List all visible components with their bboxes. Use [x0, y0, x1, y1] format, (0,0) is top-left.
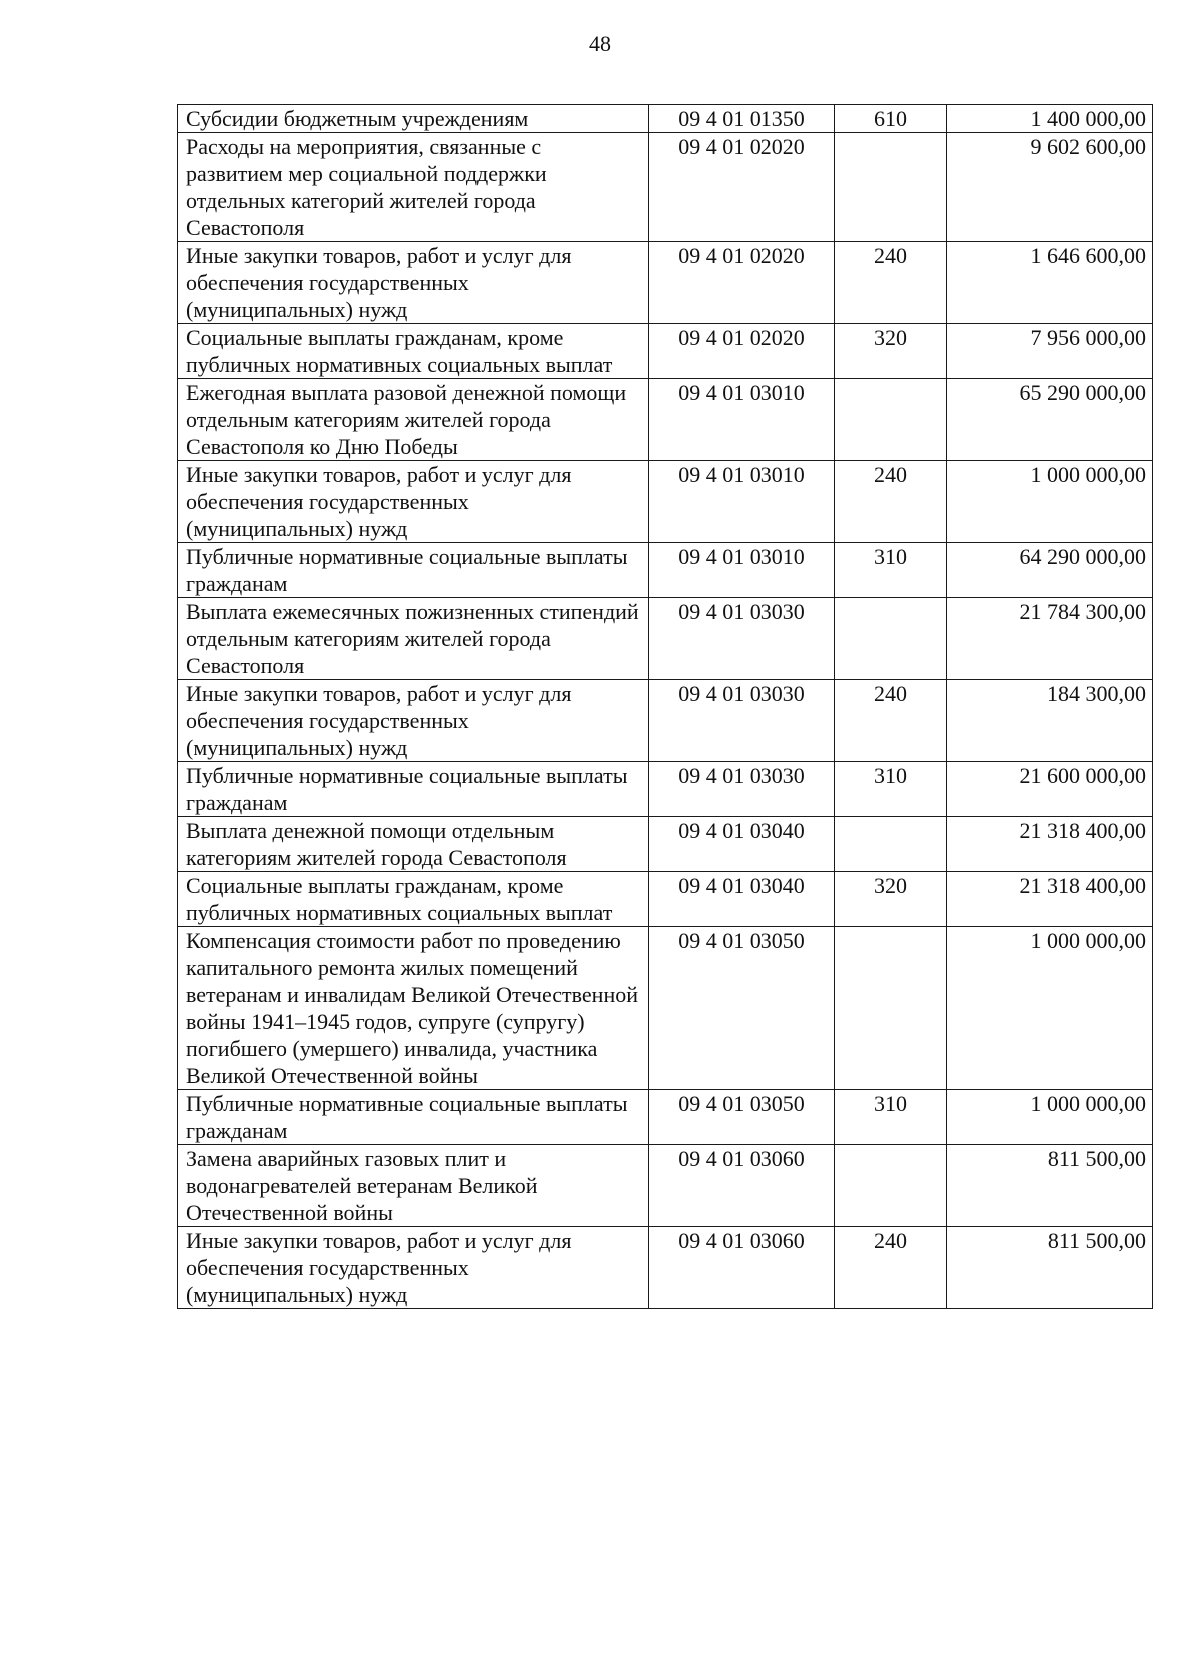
target-code-cell: 09 4 01 01350	[649, 105, 835, 133]
table-row	[178, 543, 1153, 598]
expense-type-cell: 240	[835, 680, 947, 762]
table-row	[178, 927, 1153, 1090]
target-code-cell: 09 4 01 03030	[649, 680, 835, 762]
expense-name-cell: Публичные нормативные социальные выплаты гражданам	[178, 543, 649, 598]
expense-name-cell: Социальные выплаты гражданам, кроме публичных нормативных социальных выплат	[178, 872, 649, 927]
page-number: 48	[589, 31, 611, 56]
amount-cell: 1 000 000,00	[947, 461, 1153, 543]
amount-cell: 21 318 400,00	[947, 817, 1153, 872]
amount-cell: 21 784 300,00	[947, 598, 1153, 680]
amount-cell: 811 500,00	[947, 1145, 1153, 1227]
expense-type-cell: 310	[835, 1090, 947, 1145]
expense-name-cell: Расходы на мероприятия, связанные с развитием мер социальной поддержки отдельных категорий жителей города Севастополя	[178, 133, 649, 242]
expense-type-cell	[835, 927, 947, 1090]
expense-name-cell: Иные закупки товаров, работ и услуг для обеспечения государственных (муниципальных) нужд	[178, 242, 649, 324]
expense-name-cell: Иные закупки товаров, работ и услуг для обеспечения государственных (муниципальных) нужд	[178, 680, 649, 762]
table-row	[178, 1090, 1153, 1145]
amount-cell: 1 400 000,00	[947, 105, 1153, 133]
amount-cell: 64 290 000,00	[947, 543, 1153, 598]
target-code-cell: 09 4 01 03040	[649, 817, 835, 872]
table-body	[178, 105, 1153, 1309]
table-row	[178, 133, 1153, 242]
amount-cell: 65 290 000,00	[947, 379, 1153, 461]
target-code-cell: 09 4 01 03030	[649, 598, 835, 680]
target-code-cell: 09 4 01 03060	[649, 1145, 835, 1227]
table-row	[178, 680, 1153, 762]
expense-type-cell: 240	[835, 242, 947, 324]
expense-name-cell: Публичные нормативные социальные выплаты гражданам	[178, 1090, 649, 1145]
expense-name-cell: Субсидии бюджетным учреждениям	[178, 105, 649, 133]
target-code-cell: 09 4 01 02020	[649, 133, 835, 242]
expense-type-cell: 320	[835, 872, 947, 927]
expense-name-cell: Ежегодная выплата разовой денежной помощи отдельным категориям жителей города Севастополя ко Дню Победы	[178, 379, 649, 461]
amount-cell: 7 956 000,00	[947, 324, 1153, 379]
table-row	[178, 242, 1153, 324]
budget-table	[177, 104, 1153, 1309]
expense-name-cell: Компенсация стоимости работ по проведению капитального ремонта жилых помещений ветеранам и инвалидам Великой Отечественной войны 1941–1945 годов, супруге (супругу) погибшего (умершего) инвалида, участника Великой Отечественной войны	[178, 927, 649, 1090]
target-code-cell: 09 4 01 03010	[649, 543, 835, 598]
expense-type-cell: 240	[835, 1227, 947, 1309]
table-row	[178, 1227, 1153, 1309]
target-code-cell: 09 4 01 02020	[649, 324, 835, 379]
amount-cell: 21 600 000,00	[947, 762, 1153, 817]
expense-type-cell	[835, 817, 947, 872]
target-code-cell: 09 4 01 03050	[649, 1090, 835, 1145]
amount-cell: 9 602 600,00	[947, 133, 1153, 242]
table-row	[178, 461, 1153, 543]
expense-name-cell: Публичные нормативные социальные выплаты гражданам	[178, 762, 649, 817]
expense-type-cell: 610	[835, 105, 947, 133]
expense-type-cell: 310	[835, 543, 947, 598]
expense-type-cell	[835, 1145, 947, 1227]
expense-type-cell	[835, 133, 947, 242]
table-row	[178, 762, 1153, 817]
table-row	[178, 872, 1153, 927]
amount-cell: 21 318 400,00	[947, 872, 1153, 927]
target-code-cell: 09 4 01 03030	[649, 762, 835, 817]
table-row	[178, 1145, 1153, 1227]
amount-cell: 1 646 600,00	[947, 242, 1153, 324]
expense-type-cell: 240	[835, 461, 947, 543]
expense-name-cell: Выплата ежемесячных пожизненных стипендий отдельным категориям жителей города Севастополя	[178, 598, 649, 680]
target-code-cell: 09 4 01 03010	[649, 379, 835, 461]
expense-name-cell: Социальные выплаты гражданам, кроме публичных нормативных социальных выплат	[178, 324, 649, 379]
target-code-cell: 09 4 01 03010	[649, 461, 835, 543]
expense-type-cell	[835, 379, 947, 461]
table-row	[178, 379, 1153, 461]
table-row	[178, 817, 1153, 872]
expense-type-cell	[835, 598, 947, 680]
target-code-cell: 09 4 01 03060	[649, 1227, 835, 1309]
target-code-cell: 09 4 01 02020	[649, 242, 835, 324]
table-row	[178, 324, 1153, 379]
expense-type-cell: 310	[835, 762, 947, 817]
table-row	[178, 105, 1153, 133]
expense-name-cell: Замена аварийных газовых плит и водонагревателей ветеранам Великой Отечественной войны	[178, 1145, 649, 1227]
table-row	[178, 598, 1153, 680]
expense-name-cell: Иные закупки товаров, работ и услуг для обеспечения государственных (муниципальных) нужд	[178, 1227, 649, 1309]
amount-cell: 1 000 000,00	[947, 1090, 1153, 1145]
expense-name-cell: Выплата денежной помощи отдельным категориям жителей города Севастополя	[178, 817, 649, 872]
expense-type-cell: 320	[835, 324, 947, 379]
amount-cell: 1 000 000,00	[947, 927, 1153, 1090]
target-code-cell: 09 4 01 03050	[649, 927, 835, 1090]
amount-cell: 811 500,00	[947, 1227, 1153, 1309]
amount-cell: 184 300,00	[947, 680, 1153, 762]
expense-name-cell: Иные закупки товаров, работ и услуг для обеспечения государственных (муниципальных) нужд	[178, 461, 649, 543]
target-code-cell: 09 4 01 03040	[649, 872, 835, 927]
